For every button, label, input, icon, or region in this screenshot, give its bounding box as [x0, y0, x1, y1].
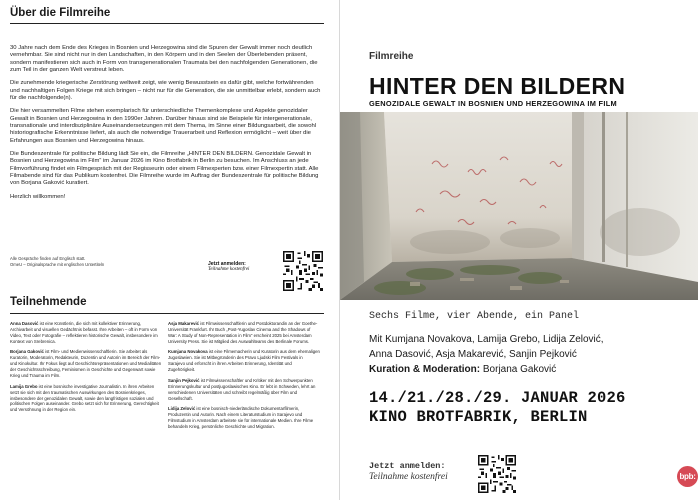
register-label: Jetzt anmelden:	[208, 261, 246, 267]
right-page	[340, 0, 698, 500]
film-series-title: HINTER DEN BILDERN	[369, 73, 626, 99]
participant-bio: Asja Makarević ist Filmwissenschaftlerin und Postdoktorandin an der Goethe-Universität Frankfurt. Ihr Buch „Post-Yugoslav Cinema and the Shadows of War: A Study of Non-Representation in Film“ erscheint 2025 bei Amsterdam University Press. Sie ist Mitglied des Auswahlteams des Berlinale Forums.	[168, 321, 318, 344]
about-section-title: Über die Filmreihe	[10, 7, 111, 19]
courtyard-photo	[340, 112, 698, 300]
people-line: Anna Dasović, Asja Makarević, Sanjin Pejković	[369, 349, 577, 360]
intro-welcome: Herzlich willkommen!	[10, 193, 66, 200]
about-section-rule	[10, 23, 324, 24]
participant-bio: Lidija Zelović ist eine bosnisch-niederländische Dokumentarfilmerin, Produzentin und Autorin. Nach einem Literaturstudium in Sarajevo und Filmstudium in Amsterdam arbeitete sie für internationale Medien. Ihre Filme behandeln Krieg, persönliche Geschichte und Migration.	[168, 406, 314, 429]
register-note-large	[369, 461, 448, 482]
participant-bio: Sanjin Pejković ist Filmwissenschaftler und Kritiker mit den Schwerpunkten Erinnerungskultur und postjugoslawisches Kino. Er lebt in Schweden, lehrt an verschiedenen Universitäten und schreibt regelmäßig über Film und Gesellschaft.	[168, 377, 316, 401]
moderation-line	[369, 362, 689, 377]
participants-section-rule	[10, 313, 324, 314]
intro-text	[10, 45, 324, 207]
intro-paragraph: Die hier versammelten Filme stehen exemplarisch für unterschiedliche Themenkomplexe und Aspekte genozidaler Gewalt in Bosnien und Herzegowina in den 1990er Jahren. Darüber hinaus sind sie Beispiele für intergenerationale, transnationale und interdisziplinäre Auseinandersetzungen mit dem Thema, im Sinne einer Bildungsarbeit, die sowohl historiografische Erkenntnisse liefert, als auch die notwendige Trauerarbeit und Reflexion ermöglicht – weit über die Erfahrungen aus Bosnien und Herzegowina hinaus.	[10, 108, 317, 144]
intro-paragraph: 30 Jahre nach dem Ende des Krieges in Bosnien und Herzegowina sind die Spuren der Gewalt immer noch deutlich vernehmbar. Sie sind nicht nur in den Landschaften, in den Körpern und in den Seelen der Überlebenden präsent, sondern manifestieren sich auch in Form von transgenerationalen Traumata bei den nachfolgenden Generationen, die zum Teil in der ganzen Welt verstreut leben.	[10, 45, 318, 73]
series-label: Filmreihe	[369, 51, 414, 62]
bpb-logo: bpb:	[677, 466, 698, 487]
qr-code-icon	[478, 455, 516, 493]
moderation-label: Kuration & Moderation:	[369, 364, 481, 375]
register-sub: Teilnahme kostenfrei	[208, 267, 250, 272]
event-venue: KINO BROTFABRIK, BERLIN	[369, 408, 588, 426]
language-note-line: Alle Gespräche finden auf Englisch statt.	[10, 256, 86, 261]
moderation-name: Borjana Gaković	[480, 364, 557, 375]
courtyard-photo-image	[340, 112, 698, 300]
event-dates: 14./21./28./29. JANUAR 2026	[369, 389, 626, 407]
intro-paragraph: Die zunehmende kriegerische Zerstörung weltweit zeigt, wie wenig Bewusstsein es dafür gibt, welche fortwährenden und nachhaltigen Folgen Kriege mit sich bringen – nicht nur für die Generation, die sie unmittelbar erlebt, sondern auch für die nachfolgende(n).	[10, 80, 321, 101]
qr-code-large[interactable]	[478, 455, 516, 493]
register-note-small	[208, 261, 249, 273]
qr-code-icon	[283, 251, 323, 291]
intro-paragraph: Die Bundeszentrale für politische Bildung lädt Sie ein, die Filmreihe „HINTER DEN BILDERN. Genozidale Gewalt in Bosnien und Herzegowina im Film“ im Januar 2026 im Kino Brotfabrik in Berlin zu besuchen. Im Anschluss an jede Filmvorführung findet ein Filmgespräch mit der Regisseurin oder einem Filmexperten bzw. einer Filmexpertin statt. Alle Filmabende sind für das Publikum kostenfrei. Die Filmreihe wurde im Auftrag der Bundeszentrale für politische Bildung von Borjana Gaković kuratiert.	[10, 151, 319, 187]
left-page	[0, 0, 339, 500]
event-tagline: Sechs Filme, vier Abende, ein Panel	[369, 311, 580, 322]
participant-bio: Anna Dasović ist eine Künstlerin, die sich mit kollektiver Erinnerung, Archivarbeit und visuellen Gedächtnis befasst. Ihre Arbeiten – oft in Form von Video, Text oder Fotografie – reflektieren historische Gewalt, insbesondere im Kontext von Srebrenica.	[10, 321, 158, 344]
qr-code-small[interactable]	[283, 251, 323, 291]
participants-column-2	[168, 321, 320, 435]
participants-column-1	[10, 321, 162, 418]
film-series-subtitle: GENOZIDALE GEWALT IN BOSNIEN UND HERZEGOWINA IM FILM	[369, 99, 617, 108]
people-line: Mit Kumjana Novakova, Lamija Grebo, Lidija Zelović,	[369, 334, 604, 345]
participant-bio: Lamija Grebo ist eine bosnische investigative Journalistin. In ihren Arbeiten setzt sie sich mit den traumatischen Auswirkungen des Bosnienkrieges, insbesondere der genozidalen Gewalt, sowie den langfristigen sozialen und politischen Folgen auseinander. Grebo setzt sich für Erinnerung, Gerechtigkeit und Versöhnung in der Region ein.	[10, 383, 159, 413]
participant-bio: Borjana Gaković ist Film- und Medienwissenschaftlerin. Sie arbeitet als Kuratorin, Moderatorin, Redakteurin, Dozentin und Autorin im Bereich der Film- und Kinokultur. Ihr Fokus liegt auf Geschichtsrepräsentationen und Medialitäten der Geschichtsschreibung, Feminismen in Geschichte und Gegenwart sowie Krieg und Trauma im Film.	[10, 349, 162, 379]
register-sub: Teilnahme kostenfrei	[369, 472, 448, 482]
language-note	[10, 256, 200, 267]
language-note-line: OmeU – Originalsprache mit englischen Untertiteln	[10, 261, 105, 267]
register-label: Jetzt anmelden:	[369, 461, 446, 471]
people-list	[369, 332, 689, 377]
participant-bio: Kumjana Novakova ist eine Filmemacherin und Kuratorin aus dem ehemaligen Jugoslawien. Sie ist Mitbegründerin des Pravo Ljudski Film Festivals in Sarajevo und erforscht in ihren Arbeiten Erinnerung, Identität und Zugehörigkeit.	[168, 349, 320, 373]
participants-section-title: Teilnehmende	[10, 296, 87, 308]
